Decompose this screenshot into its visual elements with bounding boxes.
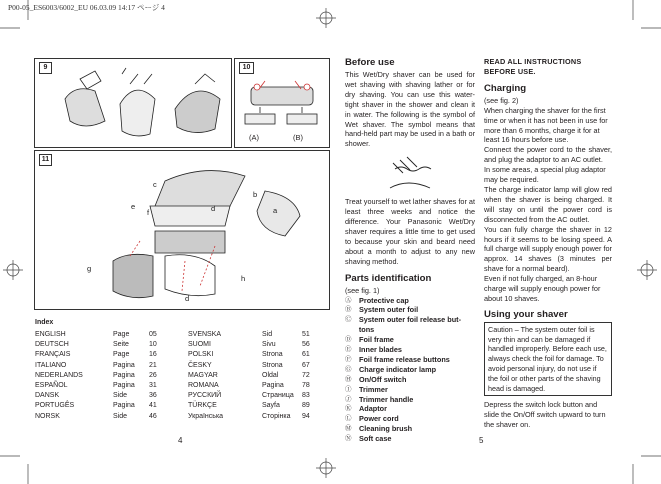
letter-d-bottom: d: [185, 294, 190, 303]
part-name: Protective cap: [359, 295, 409, 305]
part-item: [345, 424, 475, 434]
index-word: Page: [113, 331, 130, 338]
index-word: Side: [113, 392, 128, 400]
index-page: 05: [149, 331, 157, 338]
part-key: Ⓕ: [345, 355, 352, 363]
shaver-cleaning-illustration: [35, 59, 231, 147]
part-name: System outer foil: [359, 305, 419, 315]
part-name: Soft case: [359, 434, 392, 444]
part-name: On/Off switch: [359, 374, 407, 384]
index-word: Strona: [262, 361, 283, 369]
letter-d: d: [211, 204, 216, 213]
index-row: [188, 381, 322, 391]
part-name: Foil frame release buttons: [359, 354, 450, 364]
index-word: Sid: [262, 331, 273, 338]
part-item: [345, 414, 475, 424]
index-row: [35, 361, 169, 371]
index-page: 10: [149, 341, 157, 349]
parts-title: Parts identification: [345, 272, 432, 284]
part-item: [345, 404, 475, 414]
label-b: (B): [293, 133, 303, 142]
index-lang: РУССКИЙ: [188, 392, 222, 400]
index-row: [188, 350, 322, 360]
wet-shaver-symbol-icon: [345, 155, 475, 193]
charging-title: Charging: [484, 82, 527, 94]
index-page: 16: [149, 351, 157, 359]
part-item: [345, 315, 475, 335]
index-lang: ENGLISH: [35, 331, 66, 338]
part-key: Ⓛ: [345, 415, 352, 423]
index-lang: POLSKI: [188, 351, 214, 359]
index-page: 26: [149, 371, 157, 379]
index-page: 21: [149, 361, 157, 369]
index-lang: ČESKY: [188, 361, 212, 369]
index-title: Index: [35, 319, 54, 326]
index-word: Сторінка: [262, 412, 291, 420]
part-key: Ⓝ: [345, 435, 352, 443]
part-item: [345, 335, 475, 345]
part-key: Ⓜ: [345, 425, 352, 433]
index-row: [188, 412, 322, 422]
index-lang: ROMANA: [188, 381, 219, 389]
depress-text: Depress the switch lock button and slide the On/Off switch upward to turn the shaver on.: [484, 400, 606, 430]
before-use-text: This Wet/Dry shaver can be used for wet shaving with shaving lather or for dry shaving. You can use this water-tight shaver in the shower and clean it in water. The following is the symbol of Wet shaver. The symbol means that hand-held part may be used in a bath or shower.: [345, 70, 475, 149]
index-lang: FRANÇAIS: [35, 351, 71, 359]
part-key: Ⓔ: [345, 346, 352, 354]
index-row: [188, 361, 322, 371]
index-word: Pagina: [262, 381, 284, 389]
part-key: Ⓗ: [345, 375, 352, 383]
page-number-right: 5: [479, 436, 484, 445]
index-lang: Українська: [188, 412, 224, 420]
letter-a: a: [273, 206, 278, 215]
index-word: Page: [113, 351, 130, 359]
connect-text: Connect the power cord to the shaver, and plug the adaptor to an AC outlet.: [484, 145, 612, 165]
part-item: [345, 385, 475, 395]
index-page: 31: [149, 381, 157, 389]
special-text: In some areas, a special plug adaptor may be required.: [484, 165, 606, 185]
index-word: Pagina: [113, 371, 135, 379]
index-row: [35, 330, 169, 340]
part-item: [345, 345, 475, 355]
index-page: 72: [302, 371, 310, 379]
figure-9: [34, 58, 232, 148]
index-page: 46: [149, 412, 157, 420]
index-word: Страница: [262, 392, 294, 400]
index-word: Seite: [113, 341, 129, 349]
figure-number: 10: [239, 62, 254, 74]
index-lang: SVENSKA: [188, 331, 222, 338]
index-row: [188, 340, 322, 350]
index-lang: SUOMI: [188, 341, 211, 349]
part-key: Ⓑ: [345, 306, 352, 314]
letter-g: g: [87, 264, 92, 273]
index-row: [188, 391, 322, 401]
parts-ref: (see fig. 1): [345, 285, 380, 295]
before-use-title: Before use: [345, 57, 395, 68]
index-page: 51: [302, 331, 310, 338]
letter-e: e: [131, 202, 136, 211]
even-text: Even if not fully charged, an 8-hour charge will supply enough power for about 10 shaves.: [484, 274, 601, 303]
exploded-view-illustration: [35, 151, 329, 309]
part-item: [345, 375, 475, 385]
print-header: P00-05_ES6003/6002_EU 06.03.09 14:17 ページ 4: [8, 3, 165, 12]
part-item: [345, 305, 475, 315]
lamp-text: The charge indicator lamp will glow red when the shaver is being charged. It will stay on until the power cord is disconnected from the AC outlet.: [484, 184, 612, 224]
right-column: [484, 57, 612, 430]
charging-text: When charging the shaver for the first time or when it has not been in use for more than 6 months, charge it for at least 16 hours before use.: [484, 105, 608, 145]
index-lang: DEUTSCH: [35, 341, 69, 349]
index-word: Pagina: [113, 361, 135, 369]
page-number-left: 4: [178, 436, 183, 445]
read-all-notice: READ ALL INSTRUCTIONS BEFORE USE.: [484, 57, 582, 76]
index-row: [188, 371, 322, 381]
part-key: Ⓚ: [345, 405, 352, 413]
caution-box: Caution – The system outer foil is very thin and can be damaged if handled improperly. Before each use, always check the foil for damage. To avoid personal injury, do not use if the foil or other parts of the shaving head is damaged.: [484, 322, 612, 397]
part-name: Cleaning brush: [359, 424, 413, 434]
part-key: Ⓖ: [345, 365, 352, 373]
index-page: 83: [302, 392, 310, 400]
index-word: Pagina: [113, 402, 135, 410]
index-left: [35, 330, 169, 422]
part-item: [345, 434, 475, 444]
index-word: Sayfa: [262, 402, 280, 410]
index-lang: PORTUGÊS: [35, 402, 75, 410]
part-key: Ⓓ: [345, 336, 352, 344]
index-row: [35, 412, 169, 422]
index-right: [188, 330, 322, 422]
index-page: 61: [302, 351, 310, 359]
index-row: [35, 381, 169, 391]
index-page: 78: [302, 381, 310, 389]
figure-10: [234, 58, 330, 148]
part-name: Power cord: [359, 414, 399, 424]
part-item: [345, 395, 475, 405]
letter-h: h: [241, 274, 246, 283]
letter-b: b: [253, 190, 258, 199]
index-lang: NORSK: [35, 412, 60, 420]
part-name: System outer foil release but-tons: [358, 315, 462, 335]
index-page: 41: [149, 402, 157, 410]
index-lang: DANSK: [35, 392, 60, 400]
figure-number: 11: [39, 154, 52, 166]
index-word: Pagina: [113, 381, 135, 389]
index-row: [35, 391, 169, 401]
using-title: Using your shaver: [484, 308, 568, 320]
index-row: [35, 401, 169, 411]
index-page: 36: [149, 392, 157, 400]
index-lang: ITALIANO: [35, 361, 67, 369]
part-key: Ⓘ: [345, 385, 352, 393]
part-name: Trimmer handle: [359, 394, 414, 404]
part-name: Charge indicator lamp: [359, 364, 437, 374]
before-use-text2: Treat yourself to wet lather shaves for at least three weeks and notice the difference. Your Panasonic Wet/Dry shaver requires a little time to get used to because your skin and beard need about a month to adjust to any new shaving method.: [345, 197, 475, 266]
figure-number: 9: [39, 62, 52, 74]
index-word: Strona: [262, 351, 283, 359]
index-page: 94: [302, 412, 310, 420]
index-lang: MAGYAR: [188, 371, 218, 379]
index-row: [188, 330, 322, 340]
full-charge-text: You can fully charge the shaver in 12 hours if it seems to be losing speed. A full charge will supply enough power for approx. 14 shaves (3 minutes per shave for a normal beard).: [484, 224, 612, 274]
letter-c: c: [153, 180, 157, 189]
letter-f: f: [147, 208, 150, 217]
part-key: Ⓐ: [345, 296, 352, 304]
index-row: [35, 350, 169, 360]
index-word: Oldal: [262, 371, 279, 379]
part-name: Foil frame: [359, 335, 394, 345]
part-item: [345, 365, 475, 375]
index-lang: TÜRKÇE: [188, 402, 217, 410]
index-row: [188, 401, 322, 411]
index-word: Side: [113, 412, 128, 420]
part-key: Ⓒ: [345, 316, 352, 324]
index-page: 56: [302, 341, 310, 349]
index-page: 67: [302, 361, 310, 369]
part-name: Trimmer: [359, 384, 388, 394]
index-lang: ESPAÑOL: [35, 381, 68, 389]
index-row: [35, 340, 169, 350]
part-name: Inner blades: [359, 345, 402, 355]
parts-list: [345, 296, 475, 445]
index-word: Sivu: [262, 341, 276, 349]
index-lang: NEDERLANDS: [35, 371, 83, 379]
part-name: Adaptor: [359, 404, 387, 414]
part-item: [345, 296, 475, 306]
label-a: (A): [249, 133, 259, 142]
figure-11: [34, 150, 330, 310]
part-key: Ⓙ: [345, 395, 352, 403]
charging-ref: (see fig. 2): [484, 95, 519, 105]
index-row: [35, 371, 169, 381]
part-item: [345, 355, 475, 365]
middle-column: [345, 57, 475, 444]
index-page: 89: [302, 402, 310, 410]
